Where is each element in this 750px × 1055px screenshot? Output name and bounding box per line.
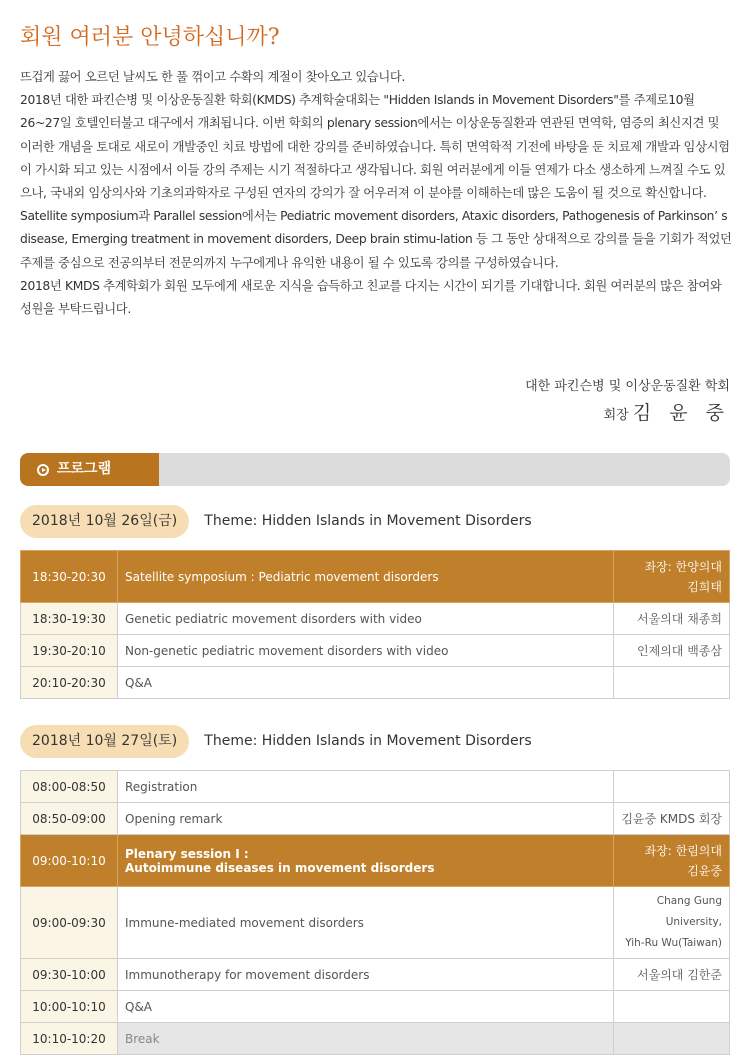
- speaker-line: 서울의대 김한준: [637, 967, 722, 982]
- program-tab: [20, 453, 159, 486]
- session-title: [118, 667, 614, 699]
- session-title-line: Q&A: [125, 999, 153, 1014]
- session-title: [118, 1023, 614, 1055]
- day-date-badge: 2018년 10월 26일(금): [20, 505, 189, 538]
- session-title: [118, 835, 614, 887]
- session-title: [118, 959, 614, 991]
- signature-name: [604, 398, 730, 425]
- day-theme: Theme: Hidden Islands in Movement Disorders: [204, 733, 532, 749]
- day-header: [20, 725, 532, 758]
- session-time: 10:00-10:10: [21, 991, 118, 1023]
- session-speaker: [614, 635, 730, 667]
- session-title-line: Break: [125, 1031, 160, 1046]
- speaker-line: 서울의대 채종희: [637, 611, 722, 626]
- session-speaker: [614, 835, 730, 887]
- schedule-table: [20, 550, 730, 699]
- session-title: [118, 887, 614, 959]
- session-title-line: Non-genetic pediatric movement disorders with video: [125, 643, 449, 658]
- speaker-line: 김윤중 KMDS 회장: [621, 811, 722, 826]
- session-title-line: Plenary session I :: [125, 846, 249, 861]
- speaker-line: 좌장: 한림의대: [644, 843, 722, 858]
- signature-org: 대한 파킨슨병 및 이상운동질환 학회: [525, 379, 730, 394]
- page-title: 회원 여러분 안녕하십니까?: [20, 25, 280, 50]
- session-title: [118, 803, 614, 835]
- speaker-line: Chang Gung: [656, 895, 722, 907]
- session-title: [118, 603, 614, 635]
- day-date-badge: 2018년 10월 27일(토): [20, 725, 189, 758]
- session-speaker: [614, 887, 730, 959]
- session-time: 18:30-20:30: [21, 551, 118, 603]
- session-title: [118, 771, 614, 803]
- session-time: 08:50-09:00: [21, 803, 118, 835]
- session-time: 08:00-08:50: [21, 771, 118, 803]
- session-speaker: [614, 803, 730, 835]
- session-speaker: [614, 1023, 730, 1055]
- speaker-line: University,: [665, 916, 722, 928]
- session-title-line: Immunotherapy for movement disorders: [125, 967, 370, 982]
- schedule-table: [20, 770, 730, 1055]
- day-theme: Theme: Hidden Islands in Movement Disorders: [204, 513, 532, 529]
- program-section-bar: [20, 453, 730, 486]
- schedule-row: [21, 603, 730, 635]
- session-time: 09:00-09:30: [21, 887, 118, 959]
- schedule-row: [21, 835, 730, 887]
- program-label: 프로그램: [57, 461, 112, 477]
- session-time: 09:00-10:10: [21, 835, 118, 887]
- session-title-line: Autoimmune diseases in movement disorders: [125, 860, 435, 875]
- schedule-row: [21, 959, 730, 991]
- play-circle-icon: [37, 464, 49, 476]
- schedule-row: [21, 887, 730, 959]
- schedule-row: [21, 635, 730, 667]
- speaker-line: 김희태: [687, 579, 722, 594]
- speaker-line: Yih-Ru Wu(Taiwan): [625, 937, 722, 949]
- session-title: [118, 551, 614, 603]
- session-speaker: [614, 667, 730, 699]
- session-title-line: Q&A: [125, 675, 153, 690]
- intro-paragraph: 2018년 KMDS 추계학회가 회원 모두에게 새로운 지식을 습득하고 친교를 다지는 시간이 되기를 기대합니다. 회원 여러분의 많은 참여와 성원을 부탁드립니다.: [20, 278, 722, 317]
- session-speaker: [614, 959, 730, 991]
- intro-paragraph: 2018년 대한 파킨슨병 및 이상운동질환 학회(KMDS) 추계학술대회는 "Hidden Islands in Movement Disorders"를 주제로10월 26~27일 호텔인터불고 대구에서 개최됩니다. 이번 학회의 plenary session에서는 이상운동질환과 연관된 면역학, 염증의 최신지견 및 이러한 개념을 토대로 새로이 개발중인 치료 방법에 대한 강의를 준비하였습니다. 특히 면역학적 기전에 바탕을 둔 치료제 개발과 임상시험이 가시화 되고 있는 시점에서 이들 강의 주제는 시기 적절하다고 생각됩니다. 회원 여러분에게 이들 연제가 다소 생소하게 느껴질 수도 있으나, 국내외 임상의사와 기초의과학자로 구성된 연자의 강의가 잘 어우러져 이 분야를 이해하는데 많은 도움이 될 것으로 확신합니다. Satellite symposium과 Parallel session에서는 Pediatric movement disorders, Ataxic disorders, Pathogenesis of Parkinson’ s disease, Emerging treatment in movement disorders, Deep brain stimu-lation 등 그 동안 상대적으로 강의를 들을 기회가 적었던 주제를 중심으로 전공의부터 전문의까지 누구에게나 유익한 내용이 될 수 있도록 강의를 구성하였습니다.: [20, 93, 732, 270]
- session-title-line: Immune-mediated movement disorders: [125, 915, 364, 930]
- session-speaker: [614, 771, 730, 803]
- session-time: 19:30-20:10: [21, 635, 118, 667]
- schedule-row: [21, 771, 730, 803]
- day-header: [20, 505, 532, 538]
- session-time: 18:30-19:30: [21, 603, 118, 635]
- schedule-row: [21, 803, 730, 835]
- session-title: [118, 991, 614, 1023]
- session-title-line: Genetic pediatric movement disorders with video: [125, 611, 422, 626]
- session-title: [118, 635, 614, 667]
- session-title-line: Satellite symposium : Pediatric movement disorders: [125, 569, 439, 584]
- session-title-line: Registration: [125, 779, 198, 794]
- schedule-row: [21, 551, 730, 603]
- intro-paragraph: 뜨겁게 끓어 오르던 날씨도 한 풀 꺾이고 수확의 계절이 찾아오고 있습니다.: [20, 70, 406, 84]
- schedule-row: [21, 991, 730, 1023]
- schedule-row: [21, 1023, 730, 1055]
- president-name: 김 윤 중: [632, 402, 730, 424]
- speaker-line: 인제의대 백종삼: [637, 643, 722, 658]
- signature-role: 회장: [603, 408, 629, 423]
- session-time: 09:30-10:00: [21, 959, 118, 991]
- schedule-row: [21, 667, 730, 699]
- session-time: 20:10-20:30: [21, 667, 118, 699]
- intro-text: [20, 66, 732, 321]
- speaker-line: 김윤중: [687, 863, 722, 878]
- session-speaker: [614, 551, 730, 603]
- session-title-line: Opening remark: [125, 811, 223, 826]
- session-speaker: [614, 991, 730, 1023]
- speaker-line: 좌장: 한양의대: [644, 559, 722, 574]
- session-speaker: [614, 603, 730, 635]
- session-time: 10:10-10:20: [21, 1023, 118, 1055]
